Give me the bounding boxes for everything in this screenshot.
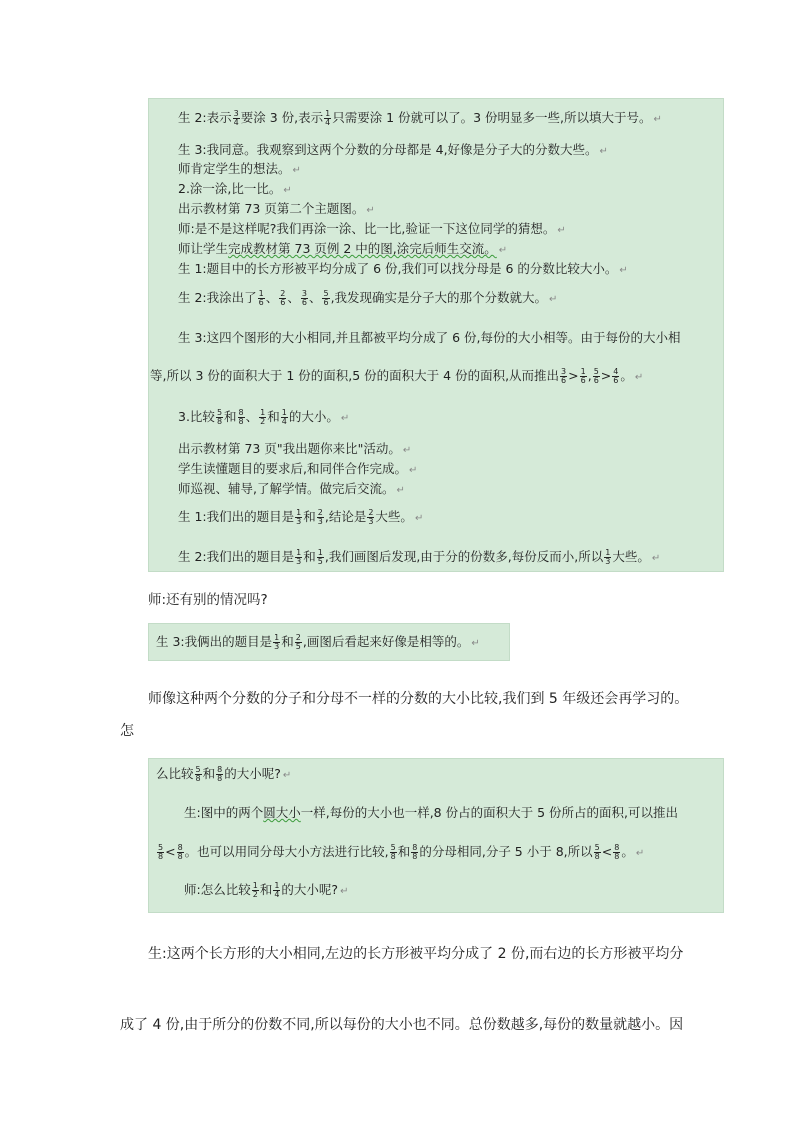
fraction: $\frac{3}{6}$: [301, 289, 307, 307]
grammar-underline: 完成教材第 73 页例 2 中的图,涂完后师生交流。: [228, 241, 497, 256]
return-mark: ↵: [366, 205, 375, 216]
line-students-cooperate: 学生读懂题目的要求后,和同伴合作完成。 ↵: [178, 461, 418, 476]
fraction: $\frac{8}{8}$: [217, 765, 223, 783]
line-therefore: 等,所以 3 份的面积大于 1 份的面积,5 份的面积大于 4 份的面积,从而推出 $\frac{3}{6}$ > $\frac{1}{6}$ , $\frac{5}{6}$ > $\frac{4}{6}$ 。 ↵: [150, 367, 644, 385]
paragraph-teacher-note: 师像这种两个分数的分子和分母不一样的分数的大小比较,我们到 5 年级还会再学习的。: [148, 691, 689, 707]
return-mark: ↵: [396, 485, 405, 496]
return-mark: ↵: [653, 114, 662, 125]
fraction: $\frac{2}{3}$: [317, 508, 323, 526]
fraction: $\frac{1}{3}$: [274, 633, 280, 651]
return-mark: ↵: [498, 245, 508, 256]
fraction: $\frac{5}{8}$: [216, 408, 223, 426]
line-student3-equal: 生 3:我俩出的题目是 $\frac{1}{3}$ 和 $\frac{2}{5}$ ,画图后看起来好像是相等的。 ↵: [156, 633, 480, 651]
line-show-activity: 出示教材第 73 页"我出题你来比"活动。 ↵: [178, 441, 412, 456]
return-mark: ↵: [634, 372, 644, 383]
return-mark: ↵: [408, 465, 418, 476]
return-mark: ↵: [635, 848, 645, 859]
return-mark: ↵: [557, 225, 566, 236]
line-section-3: 3.比较 $\frac{5}{8}$ 和 $\frac{8}{8}$ 、 $\frac{1}{2}$ 和 $\frac{1}{4}$ 的大小。 ↵: [178, 408, 350, 426]
return-mark: ↵: [414, 513, 424, 524]
line-student3-shapes: 生 3:这四个图形的大小相同,并且都被平均分成了 6 份,每份的大小相等。由于每份的大小相: [178, 330, 681, 345]
fraction: $\frac{3}{6}$: [561, 367, 567, 385]
fraction: $\frac{8}{8}$: [614, 843, 620, 861]
return-mark: ↵: [282, 770, 292, 781]
fraction: $\frac{5}{6}$: [593, 367, 599, 385]
return-mark: ↵: [402, 445, 412, 456]
fraction: $\frac{1}{2}$: [252, 881, 258, 899]
fraction: $\frac{2}{3}$: [368, 508, 374, 526]
line-student2-fifths: 生 2:我们出的题目是 $\frac{1}{3}$ 和 $\frac{1}{5}$ ,我们画图后发现,由于分的份数多,每份反而小,所以 $\frac{1}{3}$ 大些。 ↵: [178, 548, 661, 566]
fraction: $\frac{2}{6}$: [280, 289, 286, 307]
fraction: $\frac{8}{8}$: [177, 843, 183, 861]
return-mark: ↵: [340, 413, 350, 424]
fraction: $\frac{1}{3}$: [605, 548, 611, 566]
line-student1-six: 生 1:题目中的长方形被平均分成了 6 份,我们可以找分母是 6 的分数比较大小。 ↵: [178, 261, 628, 276]
fraction: $\frac{2}{5}$: [295, 633, 301, 651]
fraction: $\frac{1}{3}$: [296, 548, 302, 566]
line-teacher-instruct: 师让学生完成教材第 73 页例 2 中的图,涂完后师生交流。 ↵: [178, 241, 508, 256]
return-mark: ↵: [599, 146, 608, 157]
line-student3-agree: 生 3:我同意。我观察到这两个分数的分母都是 4,好像是分子大的分数大些。 ↵: [178, 142, 608, 157]
fraction: $\frac{5}{8}$: [594, 843, 600, 861]
fraction: $\frac{5}{8}$: [195, 765, 201, 783]
fraction: $\frac{4}{6}$: [613, 367, 619, 385]
fraction: $\frac{1}{2}$: [260, 408, 266, 426]
paragraph-other-cases: 师:还有别的情况吗?: [148, 592, 268, 608]
line-teacher-affirm: 师肯定学生的想法。 ↵: [178, 161, 301, 176]
line-student1-thirds: 生 1:我们出的题目是 $\frac{1}{3}$ 和 $\frac{2}{3}$ ,结论是 $\frac{2}{3}$ 大些。 ↵: [178, 508, 424, 526]
line-show-textbook: 出示教材第 73 页第二个主题图。 ↵: [178, 201, 375, 216]
fraction: $\frac{1}{6}$: [580, 367, 586, 385]
fraction: $\frac{8}{8}$: [238, 408, 244, 426]
fraction: $\frac{5}{8}$: [390, 843, 396, 861]
return-mark: ↵: [651, 553, 661, 564]
fraction: $\frac{1}{5}$: [317, 548, 323, 566]
fraction: $\frac{1}{6}$: [258, 289, 264, 307]
line-student2-sixths: 生 2:我涂出了 $\frac{1}{6}$ 、 $\frac{2}{6}$ 、 $\frac{3}{6}$ 、 $\frac{5}{6}$ ,我发现确实是分子大的那个分数就大。 ↵: [178, 289, 558, 307]
fraction: $\frac{5}{8}$: [158, 843, 164, 861]
return-mark: ↵: [619, 265, 628, 276]
line-teacher-question: 师:是不是这样呢?我们再涂一涂、比一比,验证一下这位同学的猜想。 ↵: [178, 221, 566, 236]
line-student2-quarters: 生 2:表示 $\frac{3}{4}$ 要涂 3 份,表示 $\frac{1}{4}$ 只需要涂 1 份就可以了。3 份明显多一些,所以填大于号。 ↵: [178, 109, 662, 127]
fraction: $\frac{8}{8}$: [412, 843, 418, 861]
line-same-denominator: $\frac{5}{8}$ < $\frac{8}{8}$ 。也可以用同分母大小方法进行比较, $\frac{5}{8}$ 和 $\frac{8}{8}$ 的分母相同,分子 5 小于 8,所以 $\frac{5}{8}$ < $\frac{8}{8}$ 。 ↵: [158, 843, 645, 861]
line-section-2: 2.涂一涂,比一比。 ↵: [178, 181, 292, 196]
return-mark: ↵: [549, 294, 558, 305]
return-mark: ↵: [471, 638, 480, 649]
paragraph-continuation: 怎: [120, 723, 134, 739]
fraction: $\frac{1}{3}$: [296, 508, 302, 526]
fraction: $\frac{1}{4}$: [274, 881, 280, 899]
fraction: $\frac{1}{4}$: [281, 408, 287, 426]
line-how-compare-eighths: 么比较 $\frac{5}{8}$ 和 $\frac{8}{8}$ 的大小呢? ↵: [156, 765, 292, 783]
fraction: $\frac{1}{4}$: [325, 109, 331, 127]
line-teacher-patrol: 师巡视、辅导,了解学情。做完后交流。 ↵: [178, 481, 405, 496]
fraction: $\frac{5}{6}$: [323, 289, 329, 307]
paragraph-continuation-2: 成了 4 份,由于所分的份数不同,所以每份的大小也不同。总份数越多,每份的数量就越小。因: [120, 1017, 684, 1033]
return-mark: ↵: [283, 185, 292, 196]
return-mark: ↵: [292, 165, 301, 176]
line-student-circles: 生:图中的两个圆大小一样,每份的大小也一样,8 份占的面积大于 5 份所占的面积,可以推出: [184, 805, 678, 820]
paragraph-student-rectangles: 生:这两个长方形的大小相同,左边的长方形被平均分成了 2 份,而右边的长方形被平均分: [148, 946, 684, 962]
fraction: $\frac{3}{4}$: [233, 109, 239, 127]
return-mark: ↵: [340, 886, 349, 897]
grammar-underline: 圆大小: [263, 805, 301, 820]
line-how-compare-half-quarter: 师:怎么比较 $\frac{1}{2}$ 和 $\frac{1}{4}$ 的大小呢? ↵: [184, 881, 349, 899]
